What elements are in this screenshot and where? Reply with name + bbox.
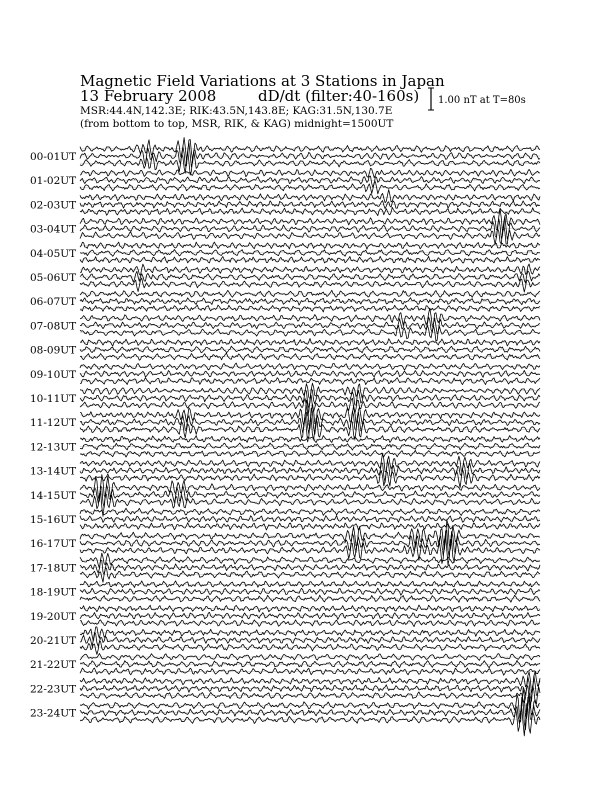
hour-row-label: 22-23UT: [30, 683, 77, 696]
hour-row-label: 16-17UT: [30, 538, 77, 551]
hour-row-label: 15-16UT: [30, 514, 77, 526]
trace-order-note: (from bottom to top, MSR, RIK, & KAG) midnight=1500UT: [80, 118, 394, 130]
hour-row: [30, 581, 540, 602]
hour-row: [30, 308, 540, 341]
hour-row-label: 00-01UT: [30, 151, 77, 163]
hour-row-label: 17-18UT: [30, 562, 77, 575]
scale-bar: [428, 88, 526, 110]
hour-row: [30, 627, 540, 655]
hour-row-label: 03-04UT: [30, 223, 77, 236]
hour-row: [30, 654, 540, 676]
chart-date: 13 February 2008: [80, 87, 217, 105]
hour-row-label: 10-11UT: [30, 393, 77, 405]
chart-title: Magnetic Field Variations at 3 Stations in Japan: [80, 72, 445, 90]
hour-row-label: 01-02UT: [30, 175, 77, 188]
hour-row: [30, 671, 540, 708]
trace-line: [80, 641, 540, 654]
hour-row-label: 02-03UT: [30, 199, 77, 212]
hour-row: [30, 168, 540, 194]
hour-row-label: 19-20UT: [30, 610, 77, 623]
hour-row: [30, 436, 540, 458]
hour-rows: [30, 138, 540, 736]
station-coordinates: MSR:44.4N,142.3E; RIK:43.5N,143.8E; KAG:31.5N,130.7E: [80, 105, 393, 117]
hour-row-label: 08-09UT: [30, 344, 77, 357]
trace-line: [80, 671, 540, 692]
hour-row: [30, 605, 540, 627]
hour-row: [30, 508, 540, 530]
trace-line: [80, 697, 540, 730]
chart-quantity: dD/dt (filter:40-160s): [258, 87, 420, 105]
hour-row: [30, 190, 540, 216]
trace-line: [80, 530, 540, 557]
hour-row: [30, 264, 540, 292]
hour-row-label: 12-13UT: [30, 441, 77, 454]
hour-row-label: 07-08UT: [30, 320, 77, 333]
hour-row: [30, 553, 540, 582]
trace-line: [80, 568, 540, 582]
hour-row-label: 04-05UT: [30, 247, 77, 260]
hour-row: [30, 138, 540, 176]
hour-row: [30, 339, 540, 361]
trace-line: [80, 470, 540, 488]
hour-row-label: 20-21UT: [30, 635, 77, 647]
hour-row-label: 14-15UT: [30, 489, 77, 502]
trace-line: [80, 224, 540, 244]
hour-row-label: 18-19UT: [30, 586, 77, 599]
scale-bar-label: 1.00 nT at T=80s: [438, 95, 526, 106]
hour-row: [30, 290, 540, 312]
trace-line: [80, 278, 540, 292]
hour-row-label: 21-22UT: [30, 659, 77, 672]
trace-line: [80, 256, 540, 263]
trace-line: [80, 633, 540, 647]
chart-header: [80, 72, 445, 130]
hour-row: [30, 475, 540, 517]
hour-row-label: 05-06UT: [30, 272, 77, 284]
hour-row-label: 11-12UT: [30, 417, 77, 430]
trace-line: [80, 182, 540, 194]
hour-row: [30, 363, 540, 385]
hour-row: [30, 383, 540, 416]
trace-line: [80, 516, 540, 523]
hour-row-label: 23-24UT: [30, 707, 77, 720]
hour-row-label: 06-07UT: [30, 296, 77, 309]
hour-row: [30, 242, 540, 263]
hour-row-label: 13-14UT: [30, 465, 77, 478]
trace-line: [80, 190, 540, 203]
hour-row-label: 09-10UT: [30, 368, 77, 381]
